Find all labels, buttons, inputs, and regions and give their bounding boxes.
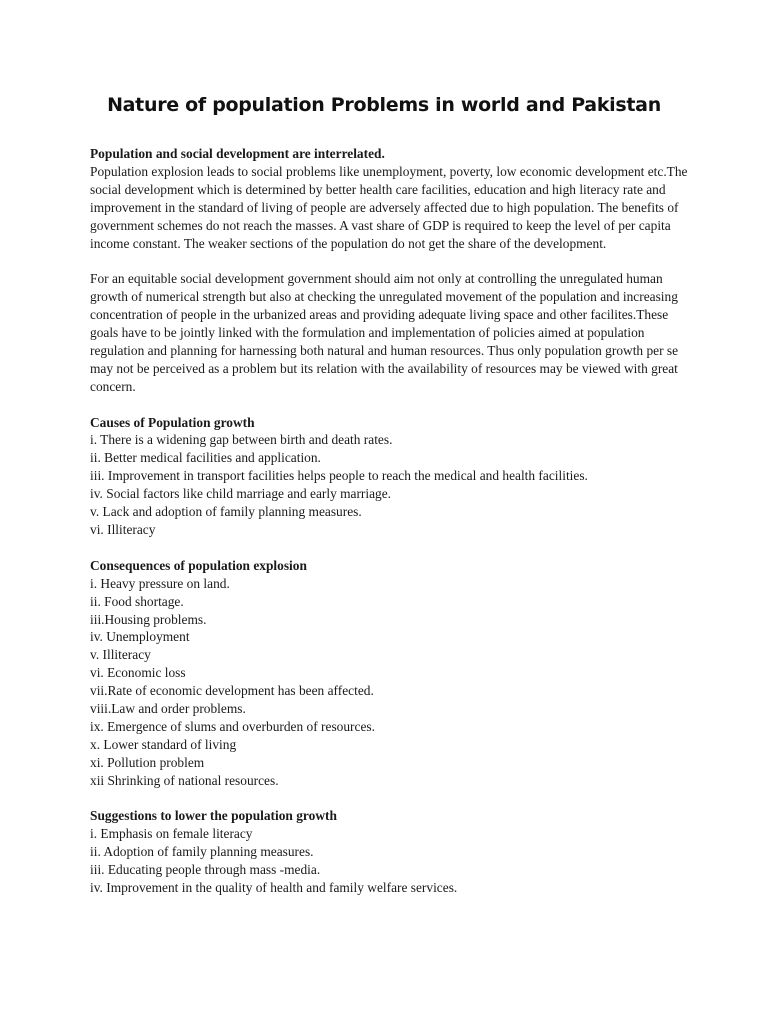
list-item: i. Emphasis on female literacy [90, 826, 253, 842]
causes-list [90, 431, 690, 538]
list-item: ii. Better medical facilities and application. [90, 450, 321, 466]
list-item: iii. Educating people through mass -media. [90, 862, 321, 878]
list-item: iv. Improvement in the quality of health and family welfare services. [90, 880, 458, 896]
causes-heading: Causes of Population growth [90, 414, 255, 430]
suggestions-heading: Suggestions to lower the population growth [90, 808, 337, 824]
list-item: iii. Improvement in transport facilities helps people to reach the medical and health facilities. [90, 468, 588, 484]
list-item: ii. Adoption of family planning measures. [90, 844, 314, 860]
section-spacer [90, 790, 690, 808]
paragraph-spacer [90, 396, 690, 414]
list-item: iii.Housing problems. [90, 611, 207, 627]
consequences-list [90, 575, 690, 790]
list-item: x. Lower standard of living [90, 736, 237, 752]
list-item: vi. Economic loss [90, 665, 186, 681]
paragraph-spacer [90, 252, 690, 270]
list-item: xii Shrinking of national resources. [90, 772, 279, 788]
list-item: iv. Social factors like child marriage and early marriage. [90, 486, 392, 502]
document-body [90, 145, 690, 897]
list-item: iv. Unemployment [90, 629, 190, 645]
second-paragraph: For an equitable social development government should aim not only at controlling the unregulated human growth of numerical strength but also at checking the unregulated movement of the population and increasing concentration of people in the urbanized areas and providing adequate living space and other facilites.These goals have to be jointly linked with the formulation and implementation of policies aimed at population regulation and planning for harnessing both natural and human resources. Thus only population growth per se may not be perceived as a problem but its relation with the availability of resources may be viewed with great concern. [90, 271, 679, 394]
list-item: vii.Rate of economic development has been affected. [90, 683, 374, 699]
list-item: i. Heavy pressure on land. [90, 575, 230, 591]
list-item: i. There is a widening gap between birth and death rates. [90, 432, 393, 448]
list-item: ix. Emergence of slums and overburden of resources. [90, 718, 375, 734]
list-item: v. Lack and adoption of family planning measures. [90, 504, 362, 520]
suggestions-list [90, 825, 690, 897]
list-item: v. Illiteracy [90, 647, 151, 663]
list-item: xi. Pollution problem [90, 754, 205, 770]
intro-heading: Population and social development are interrelated. [90, 146, 385, 161]
section-spacer [90, 539, 690, 557]
consequences-heading: Consequences of population explosion [90, 557, 307, 573]
intro-paragraph: Population explosion leads to social problems like unemployment, poverty, low economic development etc.The social development which is determined by better health care facilities, education and high literacy rate and improvement in the standard of living of people are adversely affected due to high population. The benefits of government schemes do not reach the masses. A vast share of GDP is required to keep the level of per capita income constant. The weaker sections of the population do not get the share of the development. [90, 163, 688, 251]
list-item: ii. Food shortage. [90, 593, 184, 609]
list-item: vi. Illiteracy [90, 522, 156, 537]
list-item: viii.Law and order problems. [90, 701, 246, 717]
document-title: Nature of population Problems in world and Pakistan [107, 94, 661, 116]
